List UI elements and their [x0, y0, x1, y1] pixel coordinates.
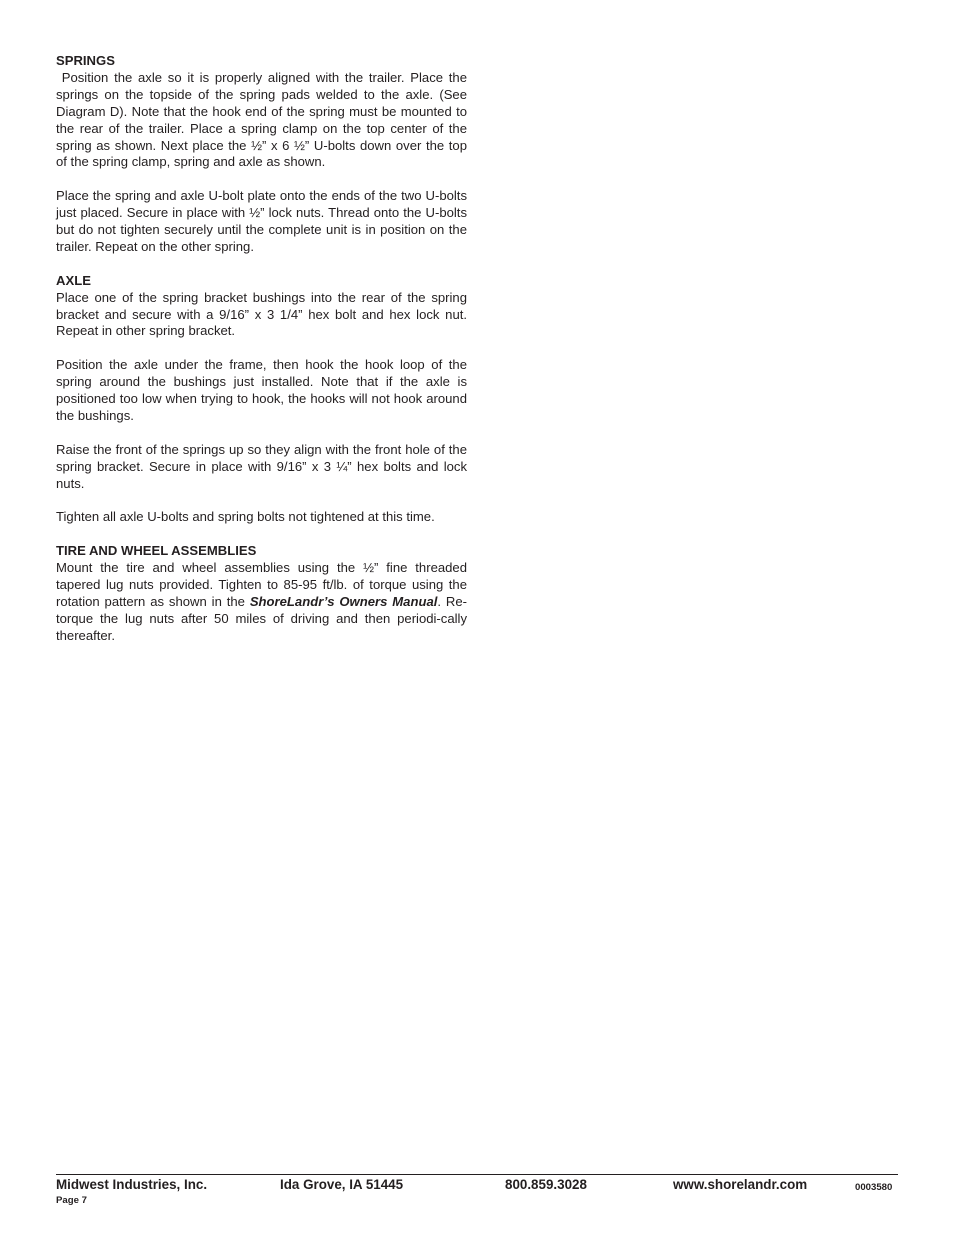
- main-text-column: [56, 53, 471, 662]
- footer-doc-number: 0003580: [855, 1182, 893, 1193]
- footer-page-number: Page 7: [56, 1195, 87, 1206]
- axle-paragraph-2: Position the axle under the frame, then hook the hook loop of the spring around the bushings just installed. Note that if the axle is positioned too low when trying to hook, the hooks will not hook around the bushings.: [56, 357, 467, 423]
- owners-manual-title: ShoreLandr’s Owners Manual: [249, 593, 438, 609]
- footer-city: Ida Grove, IA 51445: [280, 1177, 404, 1192]
- springs-paragraph-1: Position the axle so it is properly aligned with the trailer. Place the springs on the topside of the spring pads welded to the axle. (See Diagram D). Note that the hook end of the spring must be mounted to the rear of the trailer. Place a spring clamp on the top center of the spring as shown. Next place the ½” x 6 ½” U-bolts down over the top of the spring clamp, spring and axle as shown.: [56, 69, 471, 170]
- springs-heading: SPRINGS: [56, 53, 115, 68]
- axle-paragraph-1: Place one of the spring bracket bushings into the rear of the spring bracket and secure with a 9/16” x 3 1/4” hex bolt and hex lock nut. Repeat in other spring bracket.: [56, 289, 467, 339]
- tires-text-before: Mount the tire and wheel assemblies using the ½” fine threaded tapered lug nuts provided. Tighten to 85-95 ft/lb. of torque using the rotation pattern as shown in the: [56, 560, 467, 609]
- section-axle: [56, 273, 467, 527]
- springs-paragraph-2: Place the spring and axle U-bolt plate onto the ends of the two U-bolts just placed. Secure in place with ½” lock nuts. Thread onto the U-bolts but do not tighten securely until the complete unit is in position on the trailer. Repeat on the other spring.: [56, 188, 467, 254]
- footer-company: Midwest Industries, Inc.: [56, 1177, 208, 1192]
- footer-website: www.shorelandr.com: [673, 1177, 808, 1192]
- section-tire-wheel: [56, 543, 467, 644]
- footer-divider: [56, 1174, 898, 1175]
- axle-paragraph-4: Tighten all axle U-bolts and spring bolts not tightened at this time.: [56, 509, 435, 525]
- tires-text-after: . Re-torque the lug nuts after 50 miles of driving and then periodi-cally thereafter.: [56, 593, 468, 643]
- axle-paragraph-3: Raise the front of the springs up so they align with the front hole of the spring bracket. Secure in place with 9/16” x 3 ¼” hex bolts and lock nuts.: [56, 441, 467, 491]
- axle-heading: AXLE: [56, 272, 91, 288]
- tires-heading: TIRE AND WHEEL ASSEMBLIES: [56, 543, 257, 559]
- section-springs: [56, 53, 471, 256]
- footer-phone: 800.859.3028: [505, 1177, 587, 1192]
- tires-paragraph-1: [56, 560, 467, 645]
